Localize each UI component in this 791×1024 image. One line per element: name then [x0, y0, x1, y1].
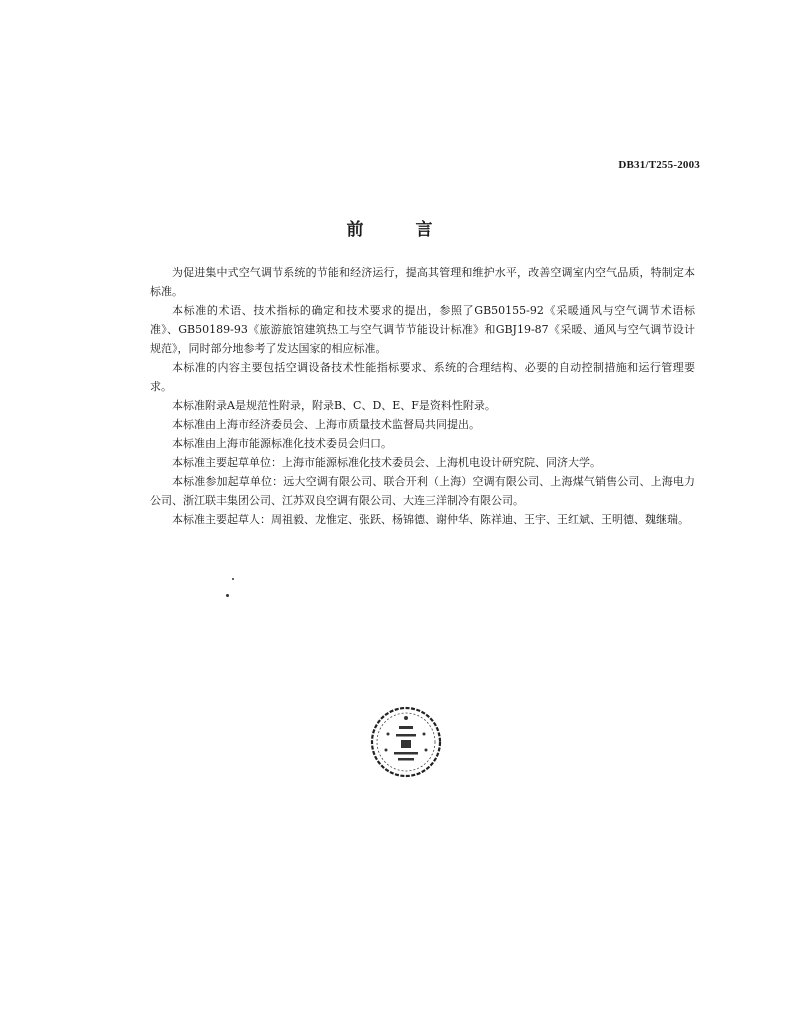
scan-speck: [232, 578, 234, 580]
scan-speck: [226, 594, 229, 597]
paragraph: 本标准主要起草人：周祖毅、龙惟定、张跃、杨锦德、谢仲华、陈祥迪、王宇、王红斌、王明德、魏继瑞。: [172, 513, 689, 526]
paragraph: 本标准附录A是规范性附录，附录B、C、D、E、F是资料性附录。: [172, 399, 496, 412]
paragraph: 本标准由上海市能源标准化技术委员会归口。: [172, 437, 392, 450]
document-code: DB31/T255-2003: [618, 159, 700, 171]
paragraph: 为促进集中式空气调节系统的节能和经济运行，提高其管理和维护水平，改善空调室内空气品质，特制定本标准。: [150, 266, 695, 298]
paragraph: 本标准的内容主要包括空调设备技术性能指标要求、系统的合理结构、必要的自动控制措施和运行管理要求。: [150, 361, 695, 393]
paragraph: 本标准参加起草单位：远大空调有限公司、联合开利（上海）空调有限公司、上海煤气销售公司、上海电力公司、浙江联丰集团公司、江苏双良空调有限公司、大连三洋制冷有限公司。: [150, 475, 695, 507]
paragraph: 本标准主要起草单位：上海市能源标准化技术委员会、上海机电设计研究院、同济大学。: [172, 456, 601, 469]
page-title: 前言: [346, 220, 485, 240]
paragraph: 本标准由上海市经济委员会、上海市质量技术监督局共同提出。: [172, 418, 480, 431]
paragraph: 本标准的术语、技术指标的确定和技术要求的提出，参照了GB50155-92《采暖通风与空气调节术语标准》、GB50189-93《旅游旅馆建筑热工与空气调节节能设计标准》和GBJ19-87《采暖、通风与空气调节设计规范》，同时部分地参考了发达国家的相应标准。: [150, 304, 695, 355]
official-seal-icon: [368, 704, 444, 780]
foreword-body: [150, 263, 695, 529]
